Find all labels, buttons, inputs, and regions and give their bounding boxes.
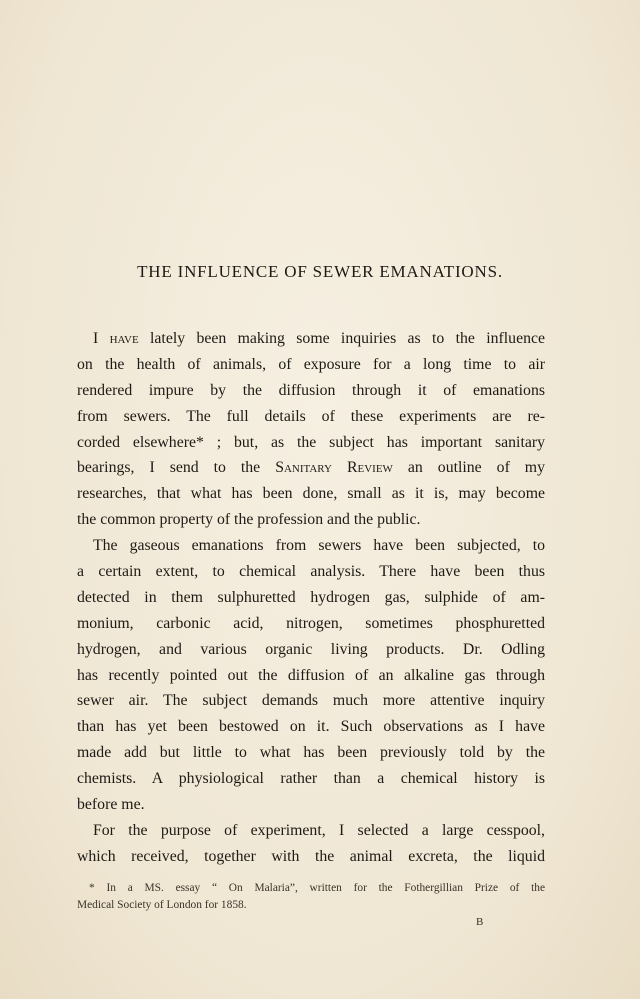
text-line: researches, that what has been done, small as it is, may become bbox=[77, 485, 545, 503]
text-line: hydrogen, and various organic living products. Dr. Odling bbox=[77, 640, 545, 658]
text-line: sewer air. The subject demands much more attentive inquiry bbox=[77, 692, 545, 710]
footnote-line: Medical Society of London for 1858. bbox=[77, 899, 247, 911]
text-line: corded elsewhere* ; but, as the subject has important sanitary bbox=[77, 433, 545, 451]
footnote bbox=[77, 880, 545, 914]
text-span: bearings, I send to the bbox=[77, 459, 276, 477]
text-line: monium, carbonic acid, nitrogen, sometimes phosphuretted bbox=[77, 614, 545, 632]
page-title: THE INFLUENCE OF SEWER EMANATIONS. bbox=[137, 262, 503, 281]
footnote-line: * In a MS. essay “ On Malaria”, written for the Fothergillian Prize of the bbox=[89, 882, 545, 894]
opening-words: I have bbox=[93, 330, 139, 347]
text-span: an outline of my bbox=[392, 459, 545, 477]
text-span: lately been making some inquiries as to the influence bbox=[138, 330, 545, 347]
text-line: detected in them sulphuretted hydrogen gas, sulphide of am- bbox=[77, 588, 545, 606]
text-line: For the purpose of experiment, I selected a large cesspool, bbox=[93, 821, 545, 839]
text-line: made add but little to what has been previously told by the bbox=[77, 744, 545, 762]
text-line: before me. bbox=[77, 796, 145, 814]
text-line bbox=[77, 455, 545, 481]
text-line: a certain extent, to chemical analysis. There have been thus bbox=[77, 563, 545, 581]
body-text bbox=[77, 326, 545, 870]
text-line: the common property of the profession and the public. bbox=[77, 511, 421, 529]
text-line: from sewers. The full details of these experiments are re- bbox=[77, 407, 545, 425]
text-line: than has yet been bestowed on it. Such observations as I have bbox=[77, 718, 545, 736]
text-line: has recently pointed out the diffusion of an alkaline gas through bbox=[77, 666, 545, 684]
signature-mark: B bbox=[476, 916, 484, 928]
text-line: rendered impure by the diffusion through it of emanations bbox=[77, 381, 545, 399]
text-line: on the health of animals, of exposure for a long time to air bbox=[77, 355, 545, 373]
text-line: chemists. A physiological rather than a chemical history is bbox=[77, 770, 545, 788]
text-line: The gaseous emanations from sewers have been subjected, to bbox=[93, 537, 545, 555]
journal-name: Sanitary Review bbox=[275, 459, 393, 477]
text-line: which received, together with the animal excreta, the liquid bbox=[77, 847, 545, 865]
text-line bbox=[77, 326, 545, 352]
